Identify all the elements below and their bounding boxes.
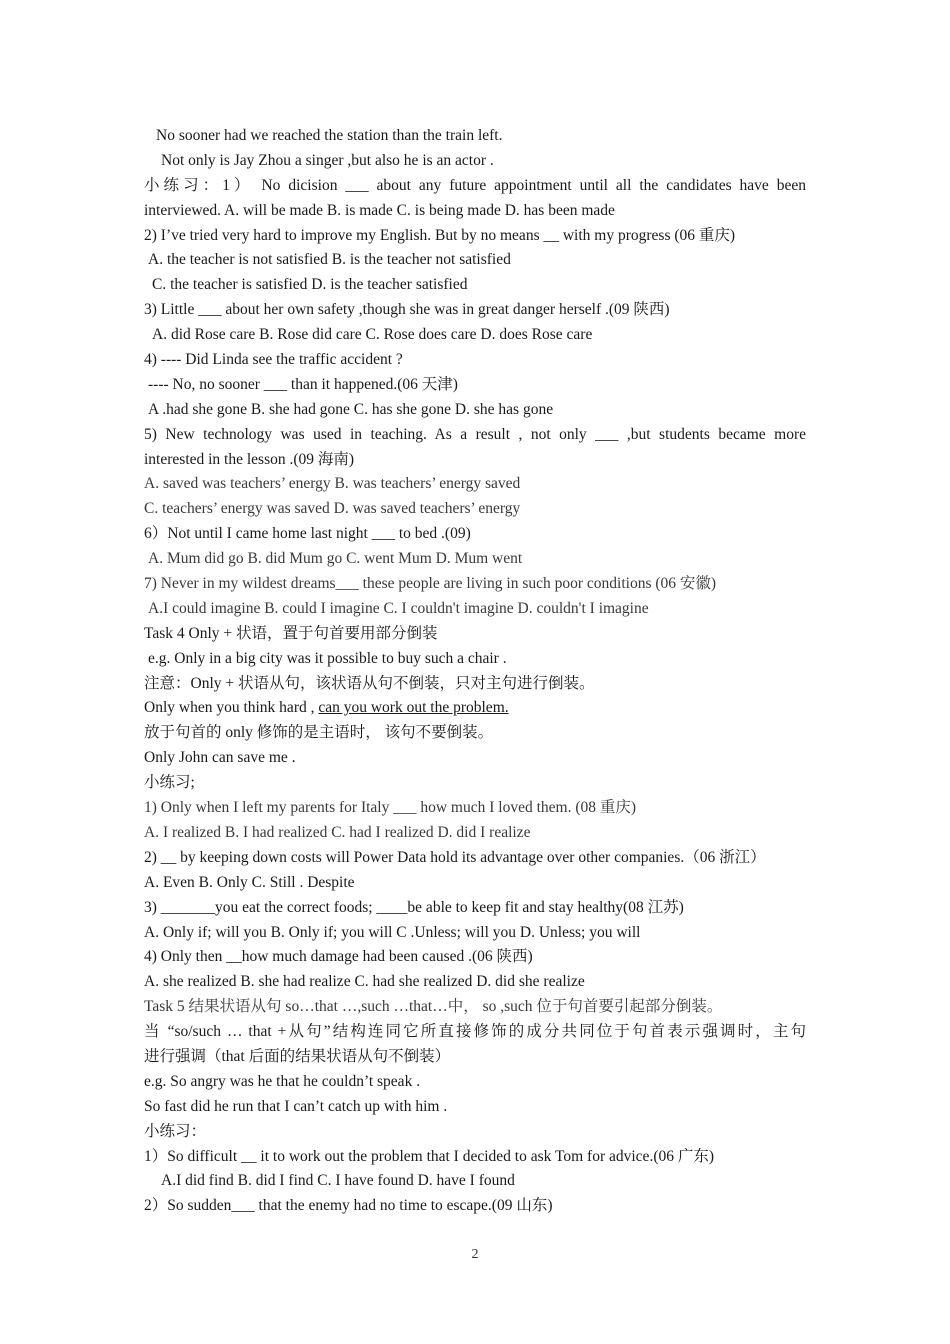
section-heading: Task 4 Only + 状语，置于句首要用部分倒装 bbox=[144, 624, 438, 642]
note-text: 注意：Only + 状语从句，该状语从句不倒装，只对主句进行倒装。 bbox=[144, 674, 595, 692]
exercise-question: 2) __ by keeping down costs will Power Data hold its advantage over other companies.（06 浙江） bbox=[144, 848, 766, 866]
exercise-question: 3) _______you eat the correct foods; ____be able to keep fit and stay healthy(08 江苏) bbox=[144, 898, 684, 916]
exercise-options: A. she realized B. she had realize C. had she realized D. did she realize bbox=[144, 973, 585, 991]
exercise-question: 4) ---- Did Linda see the traffic accident ? bbox=[144, 351, 403, 369]
underlined-main-clause: can you work out the problem. bbox=[318, 699, 509, 717]
exercise-heading: 小练习： bbox=[144, 1122, 207, 1140]
example-sentence bbox=[144, 696, 806, 721]
exercise-options: A. Mum did go B. did Mum go C. went Mum D. Mum went bbox=[148, 550, 523, 568]
exercise-question: 7) Never in my wildest dreams___ these people are living in such poor conditions (06 安徽) bbox=[144, 575, 717, 593]
example-clause: Only when you think hard , bbox=[144, 699, 315, 717]
exercise-options: A. did Rose care B. Rose did care C. Rose does care D. does Rose care bbox=[152, 326, 593, 344]
exercise-question: 6）Not until I came home last night ___ to bed .(09) bbox=[144, 525, 471, 543]
exercise-options: A.I did find B. did I find C. I have found D. have I found bbox=[161, 1172, 515, 1190]
page-content bbox=[144, 124, 806, 1219]
exercise-question: 2) I’ve tried very hard to improve my English. But by no means __ with my progress (06 重庆) bbox=[144, 226, 736, 244]
exercise-options: A. I realized B. I had realized C. had I realized D. did I realize bbox=[144, 823, 531, 841]
exercise-options: A.I could imagine B. could I imagine C. I couldn't imagine D. couldn't I imagine bbox=[148, 599, 649, 617]
example-sentence: So fast did he run that I can’t catch up with him . bbox=[144, 1097, 448, 1115]
example-sentence: e.g. Only in a big city was it possible to buy such a chair . bbox=[148, 649, 507, 667]
exercise-options: A. the teacher is not satisfied B. is the teacher not satisfied bbox=[148, 251, 511, 269]
exercise-question: 1) Only when I left my parents for Italy ___ how much I loved them. (08 重庆) bbox=[144, 799, 637, 817]
exercise-options: C. the teacher is satisfied D. is the teacher satisfied bbox=[152, 276, 468, 294]
exercise-options: A. saved was teachers’ energy B. was teachers’ energy saved bbox=[144, 475, 521, 493]
example-sentence: Not only is Jay Zhou a singer ,but also he is an actor . bbox=[161, 151, 494, 169]
example-sentence: No sooner had we reached the station than the train left. bbox=[156, 127, 503, 144]
exercise-options: C. teachers’ energy was saved D. was saved teachers’ energy bbox=[144, 500, 521, 518]
exercise-question: ---- No, no sooner ___ than it happened.(06 天津) bbox=[148, 375, 458, 393]
exercise-question: 小练习：1） No dicision ___ about any future appointment until all the candidates have been bbox=[144, 176, 806, 194]
exercise-heading: 小练习; bbox=[144, 774, 195, 792]
section-heading: Task 5 结果状语从句 so…that …,such …that…中， so ,such 位于句首要引起部分倒装。 bbox=[144, 998, 723, 1016]
exercise-question: 2）So sudden___ that the enemy had no time to escape.(09 山东) bbox=[144, 1197, 553, 1215]
exercise-question: 5) New technology was used in teaching. As a result , not only ___ ,but students became more bbox=[144, 425, 806, 443]
page-number: 2 bbox=[471, 1247, 479, 1262]
exercise-options: interviewed. A. will be made B. is made C. is being made D. has been made bbox=[144, 201, 615, 219]
example-sentence: e.g. So angry was he that he couldn’t speak . bbox=[144, 1072, 421, 1090]
exercise-options: A. Even B. Only C. Still . Despite bbox=[144, 873, 355, 891]
exercise-question: 1）So difficult __ it to work out the problem that I decided to ask Tom for advice.(06 广东) bbox=[144, 1147, 715, 1165]
exercise-question: 4) Only then __how much damage had been caused .(06 陕西) bbox=[144, 948, 533, 966]
note-text: 放于句首的 only 修饰的是主语时， 该句不要倒装。 bbox=[144, 724, 494, 742]
example-sentence: Only John can save me . bbox=[144, 749, 296, 767]
note-text: 进行强调（that 后面的结果状语从句不倒装） bbox=[144, 1047, 451, 1065]
exercise-question: 3) Little ___ about her own safety ,though she was in great danger herself .(09 陕西) bbox=[144, 301, 670, 319]
exercise-options: A .had she gone B. she had gone C. has she gone D. she has gone bbox=[148, 400, 554, 418]
exercise-question: interested in the lesson .(09 海南) bbox=[144, 450, 355, 468]
exercise-options: A. Only if; will you B. Only if; you will C .Unless; will you D. Unless; you will bbox=[144, 923, 641, 941]
note-text: 当 “so/such … that +从句”结构连同它所直接修饰的成分共同位于句首表示强调时，主句 bbox=[144, 1023, 806, 1041]
